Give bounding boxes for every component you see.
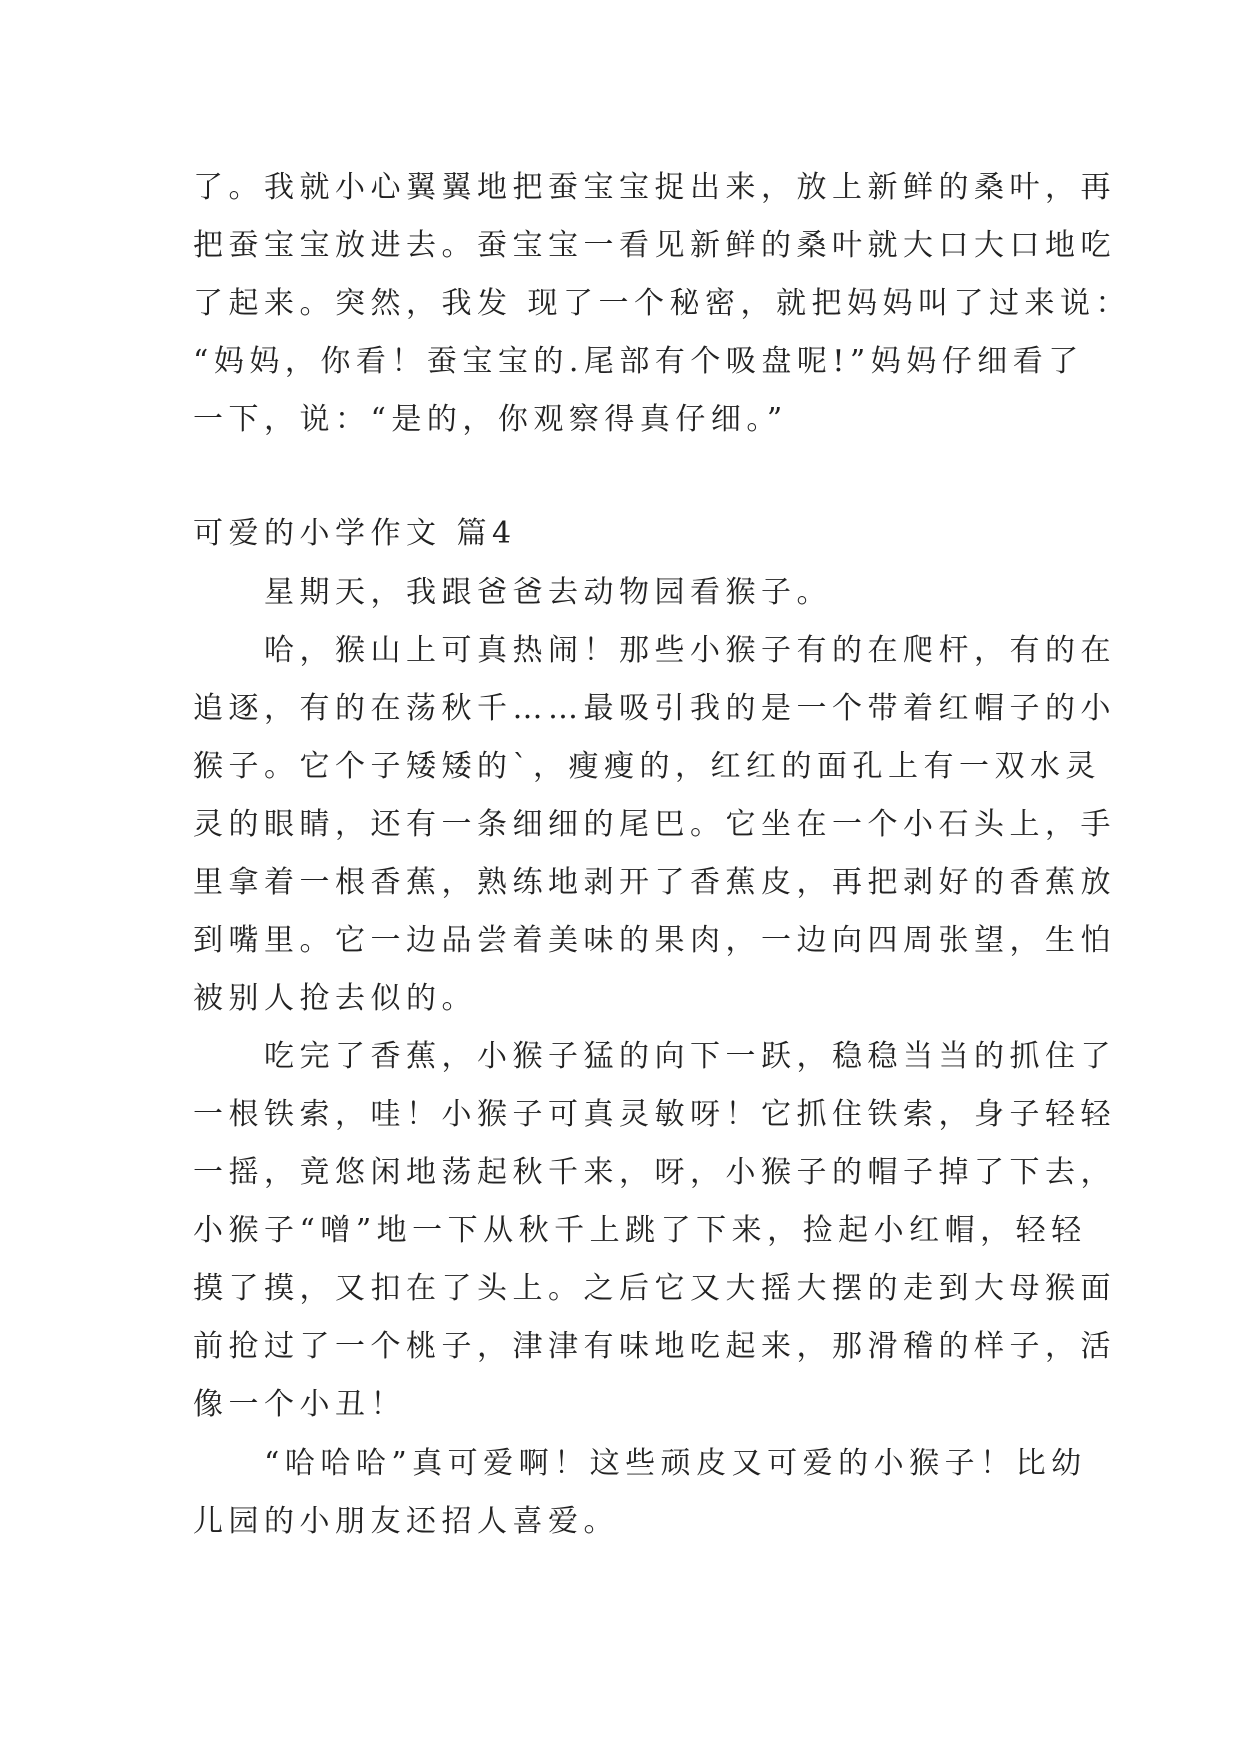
- text-line: 猴子。它个子矮矮的`，瘦瘦的，红红的面孔上有一双水灵: [193, 749, 1101, 784]
- text-line: 前抢过了一个桃子，津津有味地吃起来，那滑稽的样子，活: [193, 1329, 1116, 1364]
- text-line: 把蚕宝宝放进去。蚕宝宝一看见新鲜的桑叶就大口大口地吃: [193, 228, 1116, 263]
- text-line: 到嘴里。它一边品尝着美味的果肉，一边向四周张望，生怕: [193, 923, 1116, 958]
- text-line: “哈哈哈”真可爱啊！这些顽皮又可爱的小猴子！比幼: [193, 1446, 1087, 1481]
- text-line: 小猴子“噌”地一下从秋千上跳了下来，捡起小红帽，轻轻: [193, 1213, 1087, 1248]
- text-line: 像一个小丑！: [193, 1387, 406, 1422]
- text-line: 了。我就小心翼翼地把蚕宝宝捉出来，放上新鲜的桑叶，再: [193, 170, 1116, 205]
- text-line: 哈，猴山上可真热闹！那些小猴子有的在爬杆，有的在: [193, 633, 1116, 668]
- text-line: 一摇，竟悠闲地荡起秋千来，呀，小猴子的帽子掉了下去，: [193, 1155, 1116, 1190]
- text-line: 了起来。突然，我发 现了一个秘密，就把妈妈叫了过来说：: [193, 286, 1132, 321]
- text-line: 里拿着一根香蕉，熟练地剥开了香蕉皮，再把剥好的香蕉放: [193, 865, 1116, 900]
- text-line: 儿园的小朋友还招人喜爱。: [193, 1504, 619, 1539]
- text-line: 一根铁索，哇！小猴子可真灵敏呀！它抓住铁索，身子轻轻: [193, 1097, 1116, 1132]
- text-line: “妈妈，你看！蚕宝宝的.尾部有个吸盘呢!”妈妈仔细看了: [193, 344, 1084, 379]
- text-line: 灵的眼睛，还有一条细细的尾巴。它坐在一个小石头上，手: [193, 807, 1116, 842]
- text-line: 一下，说：“是的，你观察得真仔细。”: [193, 402, 788, 437]
- text-line: 吃完了香蕉，小猴子猛的向下一跃，稳稳当当的抓住了: [193, 1039, 1116, 1074]
- text-line: 被别人抢去似的。: [193, 981, 477, 1016]
- section-title: 可爱的小学作文 篇4: [193, 516, 517, 551]
- text-line: 星期天，我跟爸爸去动物园看猴子。: [193, 575, 832, 610]
- text-line: 摸了摸，又扣在了头上。之后它又大摇大摆的走到大母猴面: [193, 1271, 1116, 1306]
- text-line: 追逐，有的在荡秋千……最吸引我的是一个带着红帽子的小: [193, 691, 1116, 726]
